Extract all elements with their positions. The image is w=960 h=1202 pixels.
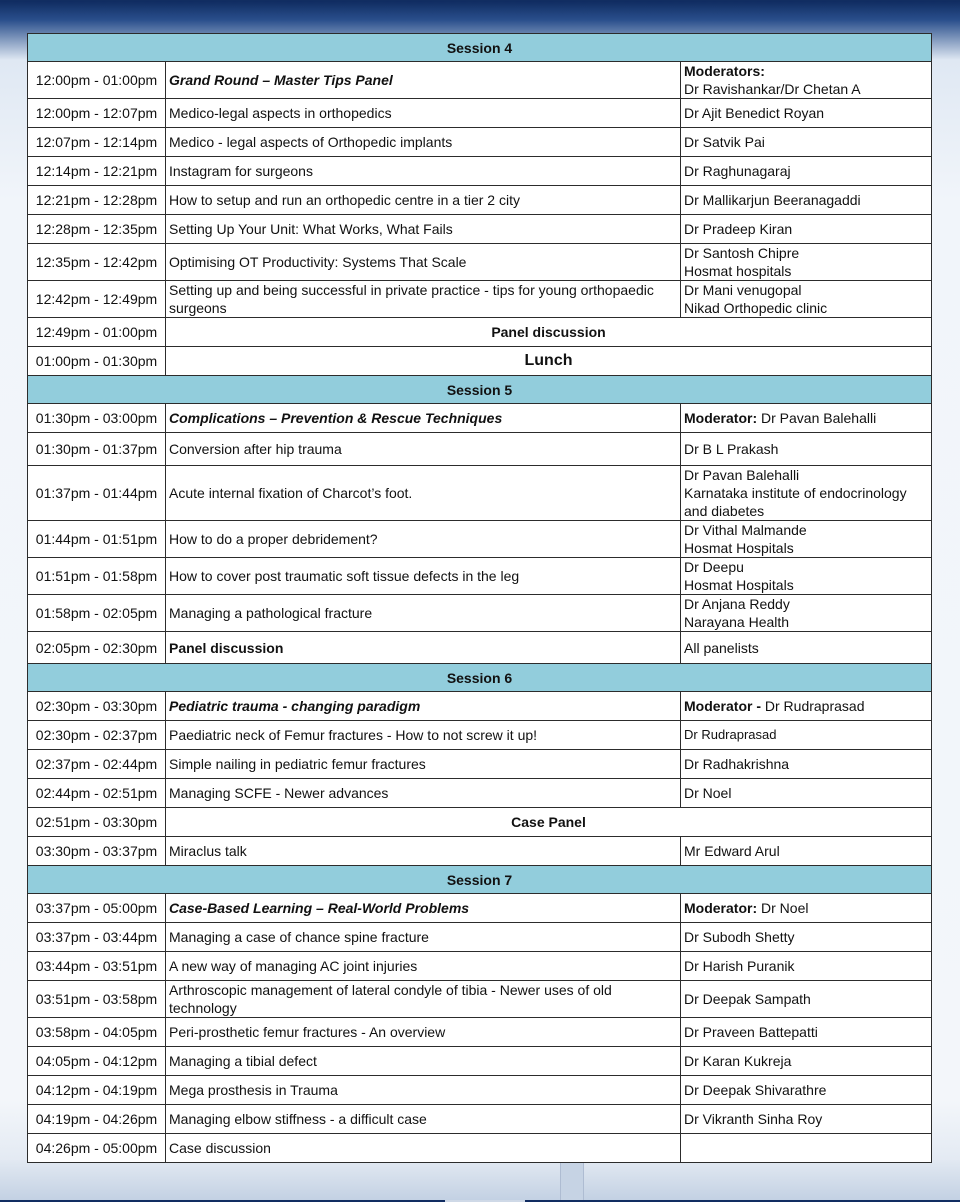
speaker-cell: Dr Radhakrishna — [681, 750, 932, 779]
time-cell: 12:49pm - 01:00pm — [28, 318, 166, 347]
time-cell: 03:37pm - 05:00pm — [28, 894, 166, 923]
session-header — [28, 866, 932, 894]
speaker-cell: Dr Karan Kukreja — [681, 1047, 932, 1076]
table-row — [28, 1047, 932, 1076]
moderator-label: Moderator: — [684, 900, 758, 916]
topic-cell: A new way of managing AC joint injuries — [166, 952, 681, 981]
speaker-name: Dr Santosh Chipre — [684, 245, 800, 261]
topic-cell: Managing SCFE - Newer advances — [166, 779, 681, 808]
speaker-name: Dr Noel — [761, 900, 809, 916]
time-cell: 02:37pm - 02:44pm — [28, 750, 166, 779]
table-row — [28, 1018, 932, 1047]
speaker-name: Dr Mani venugopal — [684, 282, 802, 298]
time-cell: 12:28pm - 12:35pm — [28, 215, 166, 244]
background-tower — [560, 1162, 584, 1200]
speaker-affiliation: Hosmat Hospitals — [684, 577, 794, 593]
time-cell: 01:51pm - 01:58pm — [28, 558, 166, 595]
topic-cell: Setting up and being successful in private practice - tips for young orthopaedic surgeons — [166, 281, 681, 318]
speaker-cell: Dr Deepak Sampath — [681, 981, 932, 1018]
speaker-cell: Dr Ajit Benedict Royan — [681, 99, 932, 128]
speaker-cell — [681, 404, 932, 433]
speaker-cell — [681, 1134, 932, 1163]
table-row — [28, 981, 932, 1018]
time-cell: 01:37pm - 01:44pm — [28, 466, 166, 521]
speaker-cell — [681, 692, 932, 721]
topic-cell: Grand Round – Master Tips Panel — [166, 62, 681, 99]
speaker-cell — [681, 521, 932, 558]
time-cell: 03:58pm - 04:05pm — [28, 1018, 166, 1047]
time-cell: 12:42pm - 12:49pm — [28, 281, 166, 318]
table-row — [28, 318, 932, 347]
table-row — [28, 1134, 932, 1163]
time-cell: 04:05pm - 04:12pm — [28, 1047, 166, 1076]
time-cell: 03:44pm - 03:51pm — [28, 952, 166, 981]
panel-cell: Panel discussion — [166, 318, 932, 347]
speaker-affiliation: Hosmat Hospitals — [684, 540, 794, 556]
lunch-cell: Lunch — [166, 347, 932, 376]
topic-cell: Managing elbow stiffness - a difficult case — [166, 1105, 681, 1134]
speaker-cell: Dr Vikranth Sinha Roy — [681, 1105, 932, 1134]
table-row — [28, 521, 932, 558]
table-row — [28, 837, 932, 866]
time-cell: 04:19pm - 04:26pm — [28, 1105, 166, 1134]
table-row — [28, 62, 932, 99]
time-cell: 02:51pm - 03:30pm — [28, 808, 166, 837]
session-title: Session 5 — [28, 376, 932, 404]
speaker-cell: Dr Praveen Battepatti — [681, 1018, 932, 1047]
moderator-label: Moderator: — [684, 410, 758, 426]
session-header — [28, 664, 932, 692]
topic-cell: Simple nailing in pediatric femur fractures — [166, 750, 681, 779]
topic-cell: Instagram for surgeons — [166, 157, 681, 186]
time-cell: 01:00pm - 01:30pm — [28, 347, 166, 376]
moderator-label: Moderators: — [684, 63, 765, 79]
session-header — [28, 376, 932, 404]
topic-cell: Arthroscopic management of lateral condyle of tibia - Newer uses of old technology — [166, 981, 681, 1018]
topic-cell: Managing a case of chance spine fracture — [166, 923, 681, 952]
topic-cell: How to cover post traumatic soft tissue defects in the leg — [166, 558, 681, 595]
table-row — [28, 558, 932, 595]
time-cell: 03:37pm - 03:44pm — [28, 923, 166, 952]
time-cell: 02:44pm - 02:51pm — [28, 779, 166, 808]
speaker-cell: Dr Deepak Shivarathre — [681, 1076, 932, 1105]
topic-cell: Pediatric trauma - changing paradigm — [166, 692, 681, 721]
table-row — [28, 281, 932, 318]
speaker-cell — [681, 595, 932, 632]
table-row — [28, 186, 932, 215]
time-cell: 02:30pm - 03:30pm — [28, 692, 166, 721]
table-row — [28, 779, 932, 808]
speaker-cell — [681, 894, 932, 923]
speaker-cell: Dr Raghunagaraj — [681, 157, 932, 186]
moderator-label: Moderator - — [684, 698, 761, 714]
topic-cell: Paediatric neck of Femur fractures - How to not screw it up! — [166, 721, 681, 750]
speaker-name: Dr Ravishankar/Dr Chetan A — [684, 81, 861, 97]
speaker-cell — [681, 558, 932, 595]
speaker-cell: Dr Harish Puranik — [681, 952, 932, 981]
session-header — [28, 34, 932, 62]
speaker-affiliation: Hosmat hospitals — [684, 263, 792, 279]
table-row — [28, 433, 932, 466]
speaker-name: Dr Pavan Balehalli — [684, 467, 800, 483]
topic-cell: Case discussion — [166, 1134, 681, 1163]
table-row — [28, 952, 932, 981]
table-row — [28, 404, 932, 433]
table-row — [28, 244, 932, 281]
session-title: Session 7 — [28, 866, 932, 894]
speaker-cell — [681, 281, 932, 318]
topic-cell: Conversion after hip trauma — [166, 433, 681, 466]
time-cell: 04:12pm - 04:19pm — [28, 1076, 166, 1105]
table-row — [28, 595, 932, 632]
topic-cell: Optimising OT Productivity: Systems That Scale — [166, 244, 681, 281]
table-row — [28, 1105, 932, 1134]
table-row — [28, 721, 932, 750]
time-cell: 01:30pm - 01:37pm — [28, 433, 166, 466]
speaker-name: Dr Deepu — [684, 559, 744, 575]
topic-cell: Medico - legal aspects of Orthopedic implants — [166, 128, 681, 157]
time-cell: 02:05pm - 02:30pm — [28, 632, 166, 664]
time-cell: 01:30pm - 03:00pm — [28, 404, 166, 433]
time-cell: 03:51pm - 03:58pm — [28, 981, 166, 1018]
speaker-cell: Dr Subodh Shetty — [681, 923, 932, 952]
speaker-name: Dr Vithal Malmande — [684, 522, 807, 538]
topic-cell: Setting Up Your Unit: What Works, What Fails — [166, 215, 681, 244]
time-cell: 12:00pm - 01:00pm — [28, 62, 166, 99]
topic-cell: Peri-prosthetic femur fractures - An overview — [166, 1018, 681, 1047]
table-row — [28, 894, 932, 923]
time-cell: 12:14pm - 12:21pm — [28, 157, 166, 186]
speaker-cell: Mr Edward Arul — [681, 837, 932, 866]
speaker-cell: Dr Pradeep Kiran — [681, 215, 932, 244]
topic-cell: Miraclus talk — [166, 837, 681, 866]
speaker-cell: All panelists — [681, 632, 932, 664]
session-title: Session 4 — [28, 34, 932, 62]
time-cell: 12:07pm - 12:14pm — [28, 128, 166, 157]
table-row — [28, 347, 932, 376]
topic-cell: Acute internal fixation of Charcot’s foot. — [166, 466, 681, 521]
topic-cell: Managing a pathological fracture — [166, 595, 681, 632]
topic-cell: Case-Based Learning – Real-World Problems — [166, 894, 681, 923]
table-row — [28, 99, 932, 128]
speaker-cell — [681, 244, 932, 281]
table-row — [28, 466, 932, 521]
table-row — [28, 923, 932, 952]
table-row — [28, 215, 932, 244]
topic-cell: Panel discussion — [166, 632, 681, 664]
time-cell: 01:58pm - 02:05pm — [28, 595, 166, 632]
table-row — [28, 1076, 932, 1105]
speaker-affiliation: Nikad Orthopedic clinic — [684, 300, 828, 316]
speaker-cell — [681, 62, 932, 99]
table-row — [28, 632, 932, 664]
table-row — [28, 808, 932, 837]
schedule-table — [27, 33, 932, 1163]
time-cell: 12:35pm - 12:42pm — [28, 244, 166, 281]
session-title: Session 6 — [28, 664, 932, 692]
speaker-name: Dr Rudraprasad — [764, 698, 865, 714]
topic-cell: Complications – Prevention & Rescue Techniques — [166, 404, 681, 433]
speaker-cell: Dr Rudraprasad — [681, 721, 932, 750]
speaker-cell: Dr Noel — [681, 779, 932, 808]
table-row — [28, 128, 932, 157]
speaker-cell: Dr Mallikarjun Beeranagaddi — [681, 186, 932, 215]
table-row — [28, 692, 932, 721]
time-cell: 12:00pm - 12:07pm — [28, 99, 166, 128]
speaker-affiliation: Karnataka institute of endocrinology and diabetes — [684, 485, 907, 519]
topic-cell: How to do a proper debridement? — [166, 521, 681, 558]
time-cell: 04:26pm - 05:00pm — [28, 1134, 166, 1163]
time-cell: 03:30pm - 03:37pm — [28, 837, 166, 866]
time-cell: 12:21pm - 12:28pm — [28, 186, 166, 215]
table-row — [28, 157, 932, 186]
speaker-cell: Dr B L Prakash — [681, 433, 932, 466]
speaker-affiliation: Narayana Health — [684, 614, 790, 630]
topic-cell: Medico-legal aspects in orthopedics — [166, 99, 681, 128]
topic-cell: Mega prosthesis in Trauma — [166, 1076, 681, 1105]
speaker-name: Dr Anjana Reddy — [684, 596, 790, 612]
time-cell: 02:30pm - 02:37pm — [28, 721, 166, 750]
speaker-cell — [681, 466, 932, 521]
speaker-name: Dr Pavan Balehalli — [761, 410, 877, 426]
table-row — [28, 750, 932, 779]
time-cell: 01:44pm - 01:51pm — [28, 521, 166, 558]
background-footer-band — [0, 1160, 960, 1200]
speaker-cell: Dr Satvik Pai — [681, 128, 932, 157]
panel-cell: Case Panel — [166, 808, 932, 837]
topic-cell: Managing a tibial defect — [166, 1047, 681, 1076]
topic-cell: How to setup and run an orthopedic centre in a tier 2 city — [166, 186, 681, 215]
